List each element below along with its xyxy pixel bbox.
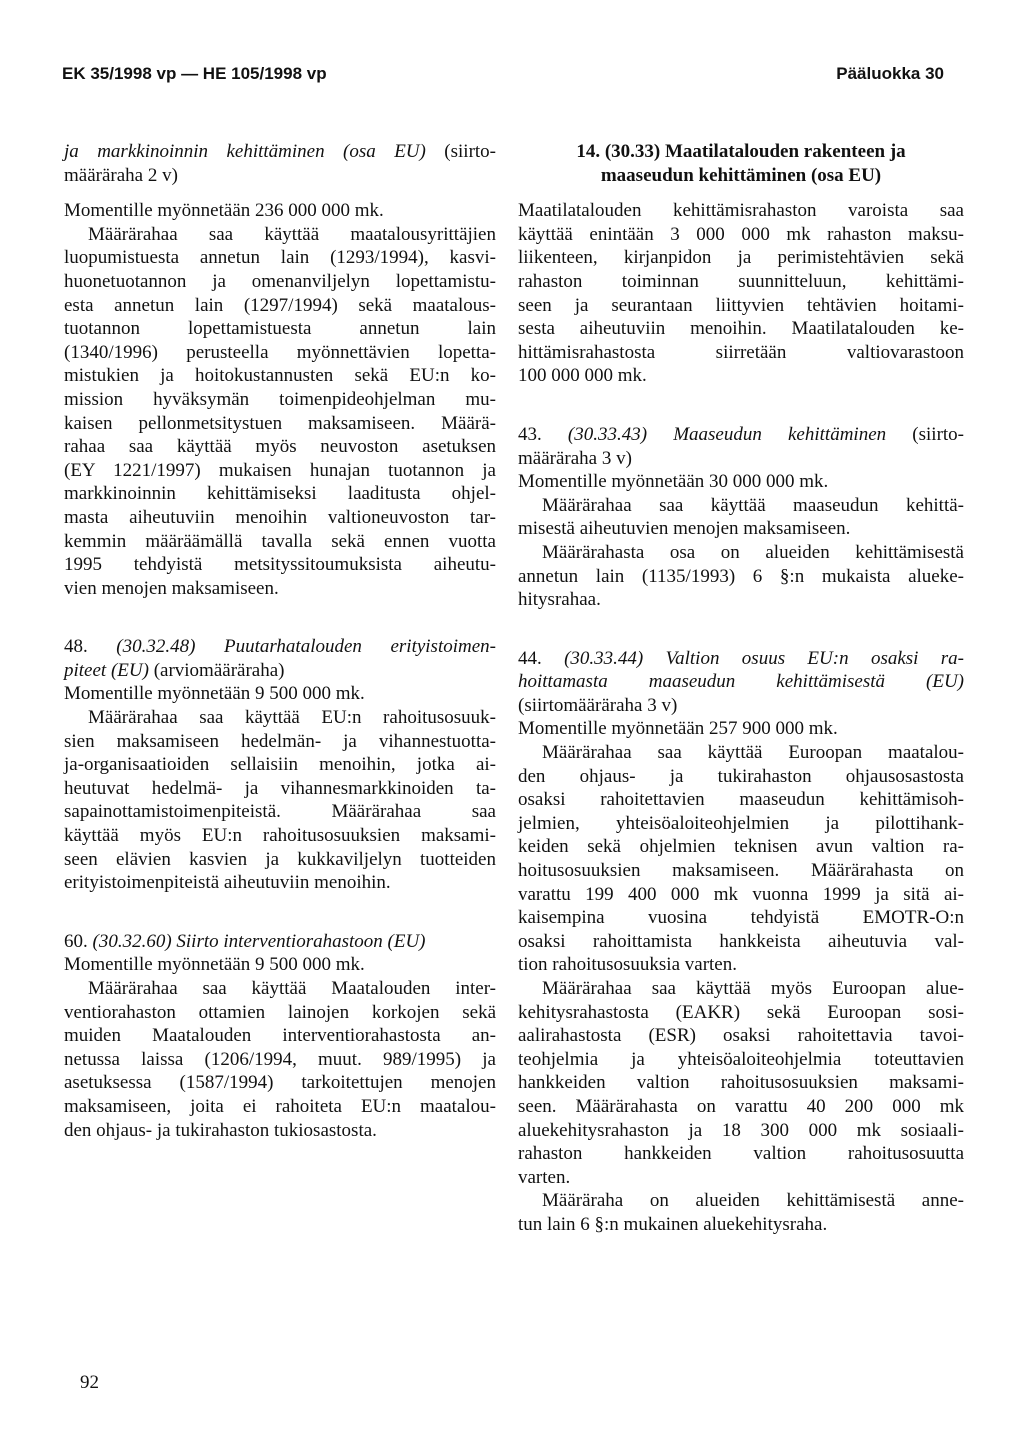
paragraph-line: kemmin määräämällä tavalla sekä ennen vuotta xyxy=(64,530,496,552)
item-43-para2 xyxy=(518,541,964,612)
paragraph-line: 1995 tehdyistä metsityssitoumuksista aiheutu- xyxy=(64,554,496,576)
item-43-number: 43. xyxy=(518,423,542,445)
paragraph-line: aluekehitysrahaston ja 18 300 000 mk sosiaali- xyxy=(518,1119,964,1141)
paragraph-line: tuotannon lopettamistuesta annetun lain xyxy=(64,318,496,340)
paragraph-line: Määrärahaa saa käyttää EU:n rahoitusosuuk- xyxy=(88,707,496,729)
paragraph-line: hoitusosuuksien maksamiseen. Määrärahasta on xyxy=(518,860,964,882)
item-48-body xyxy=(64,706,496,895)
paragraph-line: annetun lain (1135/1993) 6 §:n mukaista alueke- xyxy=(518,565,964,587)
item-44-momentti: Momentille myönnetään 257 900 000 mk. xyxy=(518,718,838,740)
item-44-para3 xyxy=(518,1189,964,1236)
item-43-momentti: Momentille myönnetään 30 000 000 mk. xyxy=(518,471,829,493)
paragraph-line: erityistoimenpiteistä aiheutuviin menoihin. xyxy=(64,872,391,894)
paragraph-line: Määräraha on alueiden kehittämisestä anne- xyxy=(542,1190,964,1212)
paragraph-line: liikenteen, kirjanpidon ja perimistehtävien sekä xyxy=(518,247,964,269)
paragraph-line: (1340/1996) perusteella myönnettävien lopetta- xyxy=(64,341,496,363)
paragraph-line: seen elävien kasvien ja kukkaviljelyn tuotteiden xyxy=(64,848,496,870)
paragraph-line: kaisempina vuosina tehdyistä EMOTR-O:n xyxy=(518,907,964,929)
paragraph-line: seen. Määrärahasta on varattu 40 200 000 mk xyxy=(518,1095,964,1117)
paragraph-line: vien menojen maksamiseen. xyxy=(64,577,279,599)
paragraph-line: den ohjaus- ja tukirahaston ohjausosastosta xyxy=(518,765,964,787)
paragraph-line: sapainottamistoimenpiteistä. Määrärahaa saa xyxy=(64,801,496,823)
item-43-title-line2: määräraha 3 v) xyxy=(518,447,632,469)
item-44-title-line1 xyxy=(518,647,964,671)
paragraph-line: tion rahoitusosuuksia varten. xyxy=(518,954,737,976)
paragraph-line: Määrärahaa saa käyttää maatalousyrittäjien xyxy=(88,223,496,245)
item-44-number: 44. xyxy=(518,647,542,669)
item-intro-body xyxy=(64,223,496,601)
paragraph-line: varten. xyxy=(518,1166,571,1188)
paragraph-line: ja-organisaatioiden sellaisiin menoihin, jotka ai- xyxy=(64,754,496,776)
paragraph-line: asetuksessa (1587/1994) tarkoitettujen menojen xyxy=(64,1072,496,1094)
paragraph-line: mission hyväksymän toimenpideohjelman mu- xyxy=(64,388,496,410)
paragraph-line: luopumistuesta annetun lain (1293/1994), kasvi- xyxy=(64,247,496,269)
item-intro-title-rest: (siirto- xyxy=(425,141,497,162)
item-44-para2 xyxy=(518,977,964,1189)
paragraph-line: osaksi rahoitettavien maaseudun kehittämisoh- xyxy=(518,789,964,811)
paragraph-line: Määrärahasta osa on alueiden kehittämisestä xyxy=(542,541,964,563)
item-48-momentti: Momentille myönnetään 9 500 000 mk. xyxy=(64,683,365,705)
paragraph-line: rahaston toiminnan suunnitteluun, kehittämi- xyxy=(518,270,964,292)
item-60-body xyxy=(64,977,496,1142)
paragraph-line: masta aiheutuviin menoihin valtioneuvoston tar- xyxy=(64,506,496,528)
item-60-title xyxy=(64,930,496,954)
item-intro-momentti: Momentille myönnetään 236 000 000 mk. xyxy=(64,200,384,222)
paragraph-line: käyttää enintään 3 000 000 mk rahaston maksu- xyxy=(518,223,964,245)
item-14-heading-line1: 14. (30.33) Maatilatalouden rakenteen ja xyxy=(576,141,906,162)
item-44-para1 xyxy=(518,741,964,977)
paragraph-line: (EY 1221/1997) mukaisen hunajan tuotannon ja xyxy=(64,459,496,481)
paragraph-line: seen ja seurantaan liittyvien tehtävien hoitami- xyxy=(518,294,964,316)
item-48-title-line1 xyxy=(64,635,496,659)
paragraph-line: Määrärahaa saa käyttää Maatalouden inter- xyxy=(88,978,496,999)
item-48-title2-italic: piteet (EU) xyxy=(64,659,149,681)
paragraph-line: jelmien, yhteisöaloiteohjelmien ja pilottihank- xyxy=(518,812,964,834)
paragraph-line: sien maksamiseen hedelmän- ja vihannestuotta- xyxy=(64,730,496,752)
item-intro-title-italic: ja markkinoinnin kehittäminen (osa EU) xyxy=(64,141,426,162)
item-intro-title-line2: määräraha 2 v) xyxy=(64,164,178,186)
item-14-heading-line2: maaseudun kehittäminen (osa EU) xyxy=(600,164,882,186)
paragraph-line: esta annetun lain (1297/1994) sekä maatalous- xyxy=(64,294,496,316)
paragraph-line: heutuvat hedelmä- ja vihannesmarkkinoiden ta- xyxy=(64,777,496,799)
paragraph-line: kaisen pellonmetsitystuen maksamiseen. Määrä- xyxy=(64,412,496,434)
left-column xyxy=(64,140,496,1142)
item-44-title-line2: hoittamasta maaseudun kehittämisestä (EU) xyxy=(518,671,964,693)
paragraph-line: muiden Maatalouden interventiorahastosta an- xyxy=(64,1025,496,1047)
item-60-number: 60. xyxy=(64,930,88,952)
running-header-left: EK 35/1998 vp — HE 105/1998 vp xyxy=(62,64,327,83)
right-column xyxy=(518,140,964,1237)
item-43-title-line1 xyxy=(518,423,964,447)
paragraph-line: hittämisrahastosta siirretään valtiovarastoon xyxy=(518,341,964,363)
item-60-momentti: Momentille myönnetään 9 500 000 mk. xyxy=(64,954,365,976)
paragraph-line: tun lain 6 §:n mukainen aluekehitysraha. xyxy=(518,1213,828,1235)
item-48-title2-rest: (arviomääräraha) xyxy=(148,659,285,681)
paragraph-line: keiden sekä ohjelmien teknisen avun valtion ra- xyxy=(518,836,964,858)
paragraph-line: huonetuotannon ja omenanviljelyn lopettamistu- xyxy=(64,270,496,292)
paragraph-line: hankkeiden valtion rahoitusosuuksien maksami- xyxy=(518,1072,964,1094)
item-44-title-italic1: (30.33.44) Valtion osuus EU:n osaksi ra- xyxy=(564,647,965,669)
paragraph-line: osaksi rahoittamista hankkeista aiheutuvia val- xyxy=(518,930,964,952)
paragraph-line: varattu 199 400 000 mk vuonna 1999 ja sitä ai- xyxy=(518,883,964,905)
page-number: 92 xyxy=(80,1372,99,1393)
paragraph-line: Määrärahaa saa käyttää maaseudun kehittä- xyxy=(542,494,964,516)
paragraph-line: käyttää myös EU:n rahoitusosuuksien maksami- xyxy=(64,825,496,847)
item-14-body xyxy=(518,199,964,388)
item-48-title-italic: (30.32.48) Puutarhatalouden erityistoimen- xyxy=(116,636,496,658)
paragraph-line: den ohjaus- ja tukirahaston tukiosastosta. xyxy=(64,1119,377,1141)
paragraph-line: rahaa saa käyttää myös neuvoston asetuksen xyxy=(64,436,496,458)
item-48-number: 48. xyxy=(64,636,88,658)
paragraph-line: markkinoinnin kehittämiseksi laaditusta ohjel- xyxy=(64,483,496,505)
paragraph-line: rahaston hankkeiden valtion rahoitusosuutta xyxy=(518,1143,964,1165)
running-header-right: Pääluokka 30 xyxy=(836,64,944,83)
paragraph-line: Määrärahaa saa käyttää myös Euroopan alue- xyxy=(542,978,964,999)
paragraph-line: mistukien ja hoitokustannusten sekä EU:n ko- xyxy=(64,365,496,387)
paragraph-line: 100 000 000 mk. xyxy=(518,365,647,387)
paragraph-line: netussa laissa (1206/1994, muut. 989/1995) ja xyxy=(64,1048,496,1070)
paragraph-line: ventiorahaston ottamien lainojen korkojen sekä xyxy=(64,1001,496,1023)
item-60-title-italic: (30.32.60) Siirto interventiorahastoon (EU) xyxy=(92,930,426,952)
item-intro-title-line xyxy=(64,140,496,164)
item-48-title-line2 xyxy=(64,659,496,683)
paragraph-line: sesta aiheutuviin menoihin. Maatilatalouden ke- xyxy=(518,318,964,340)
item-43-title-rest: (siirto- xyxy=(886,423,964,445)
paragraph-line: kehitysrahastosta (EAKR) sekä Euroopan sosi- xyxy=(518,1001,964,1023)
item-43-para1 xyxy=(518,494,964,541)
paragraph-line: misestä aiheutuvien menojen maksamiseen. xyxy=(518,518,851,540)
paragraph-line: Määrärahaa saa käyttää Euroopan maatalou- xyxy=(542,742,964,764)
paragraph-line: maksamiseen, joita ei rahoiteta EU:n maatalou- xyxy=(64,1095,496,1117)
paragraph-line: teohjelmia ja yhteisöaloiteohjelmia toteuttavien xyxy=(518,1048,964,1070)
paragraph-line: Maatilatalouden kehittämisrahaston varoista saa xyxy=(518,200,964,222)
paragraph-line: hitysrahaa. xyxy=(518,589,601,611)
item-43-title-italic: (30.33.43) Maaseudun kehittäminen xyxy=(567,423,887,445)
paragraph-line: aalirahastosta (ESR) osaksi rahoitettavia tavoi- xyxy=(518,1025,964,1047)
item-44-title-line3: (siirtomääräraha 3 v) xyxy=(518,694,678,716)
